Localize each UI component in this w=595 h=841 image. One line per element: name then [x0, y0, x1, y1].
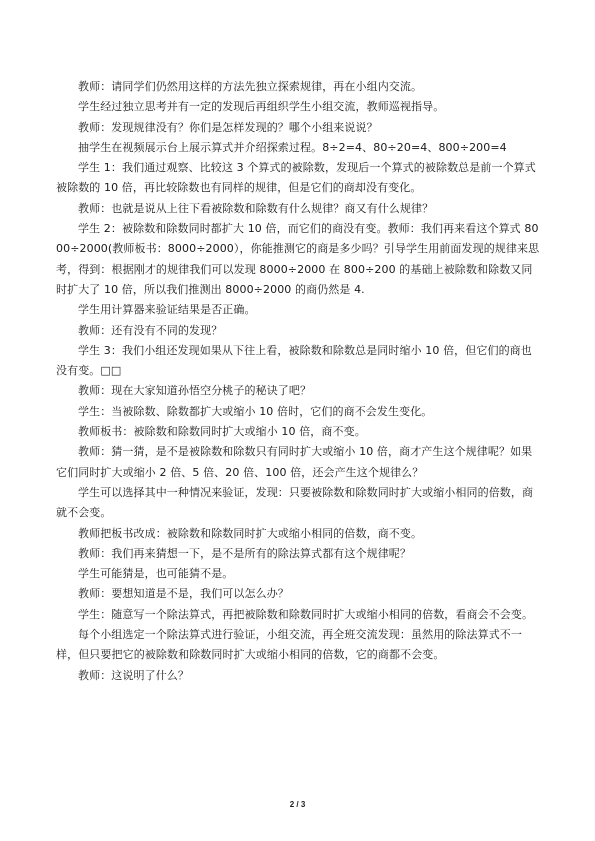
paragraph-student-guess: 学生可能猜是，也可能猜不是。	[78, 567, 234, 581]
paragraph-teacher-question: 教师：发现规律没有？你们是怎样发现的？哪个小组来说说？	[78, 120, 378, 134]
paragraph-board-note-2: 教师把板书改成：被除数和除数同时扩大或缩小相同的倍数，商不变。	[78, 526, 423, 540]
paragraph-student-discussion: 学生经过独立思考并有一定的发现后再组织学生小组交流，教师巡视指导。	[78, 100, 445, 114]
paragraph-student-answer: 学生：当被除数、除数都扩大或缩小 10 倍时，它们的商不会发生变化。	[78, 404, 433, 418]
paragraph-teacher-guess: 教师：猜一猜，是不是被除数和除数只有同时扩大或缩小 10 倍，商才产生这个规律呢？如果它们同时扩大或缩小 2 倍、5 倍、20 倍、100 倍，还会产生这个规律么？	[56, 445, 533, 479]
paragraph-teacher-conjecture: 教师：我们再来猜想一下，是不是所有的除法算式都有这个规律呢？	[78, 546, 411, 560]
paragraph-calculator-check: 学生用计算器来验证结果是否正确。	[78, 303, 256, 317]
paragraph-teacher-conclusion: 教师：这说明了什么？	[78, 668, 189, 682]
page-number: 2 / 3	[289, 800, 306, 809]
paragraph-teacher-other-findings: 教师：还有没有不同的发现？	[78, 323, 223, 337]
paragraph-teacher-secret: 教师：现在大家知道孙悟空分桃子的秘诀了吧？	[78, 384, 312, 398]
paragraph-equations: 抽学生在视频展示台上展示算式并介绍探索过程。8÷2=4、80÷20=4、800÷200=4	[78, 140, 507, 154]
paragraph-student-1: 学生 1：我们通过观察、比较这 3 个算式的被除数，发现后一个算式的被除数总是前一个算式被除数的 10 倍，再比较除数也有同样的规律，但是它们的商却没有变化。	[56, 161, 536, 195]
paragraph-student-verify: 学生可以选择其中一种情况来验证，发现：只要被除数和除数同时扩大或缩小相同的倍数，商就不会变。	[56, 485, 534, 520]
document-body	[56, 77, 540, 686]
paragraph-board-note-1: 教师板书：被除数和除数同时扩大或缩小 10 倍，商不变。	[78, 425, 366, 439]
paragraph-teacher-instruction: 教师：请同学们仍然用这样的方法先独立探索规律，再在小组内交流。	[78, 80, 423, 93]
paragraph-student-2: 学生 2：被除数和除数同时都扩大 10 倍，而它们的商没有变。教师：我们再来看这个算式 8000÷2000(教师板书：8000÷2000），你能推测它的商是多少吗？引导学生用前面发现的规律来思考，得到：根据刚才的规律我们可以发现 8000÷2000 在 800÷200 的基础上被除数和除数又同时扩大了 10 倍，所以我们推测出 8000÷2000 的商仍然是 4.	[56, 222, 540, 296]
paragraph-group-verify: 每个小组选定一个除法算式进行验证，小组交流，再全班交流发现：虽然用的除法算式不一样，但只要把它的被除数和除数同时扩大或缩小相同的倍数，它的商都不会变。	[56, 628, 522, 662]
paragraph-student-method: 学生：随意写一个除法算式，再把被除数和除数同时扩大或缩小相同的倍数，看商会不会变。	[78, 607, 534, 621]
paragraph-teacher-followup: 教师：也就是说从上往下看被除数和除数有什么规律？商又有什么规律？	[78, 201, 434, 215]
paragraph-teacher-how: 教师：要想知道是不是，我们可以怎么办？	[78, 587, 289, 601]
paragraph-student-3: 学生 3：我们小组还发现如果从下往上看，被除数和除数总是同时缩小 10 倍，但它们的商也没有变。□□	[56, 343, 532, 378]
